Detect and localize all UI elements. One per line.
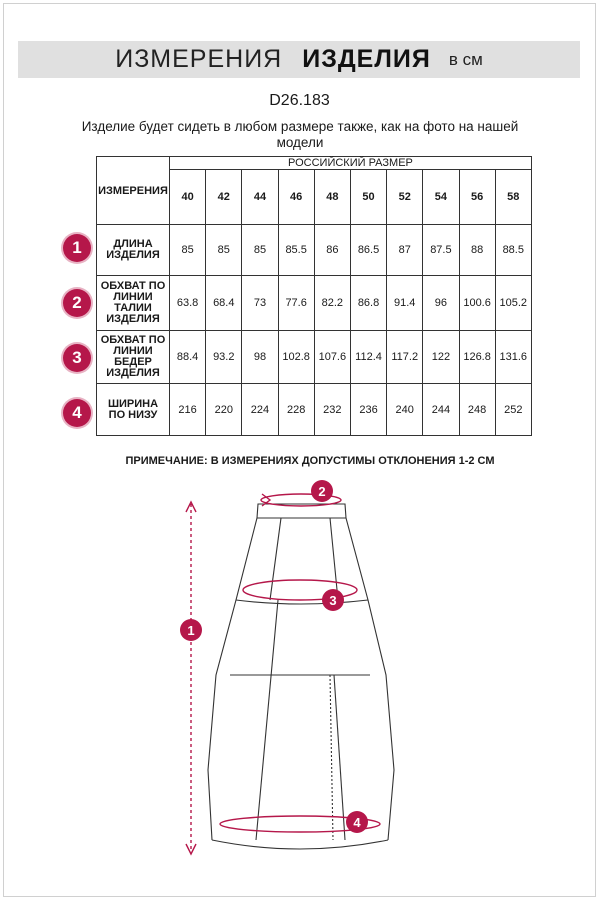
value-cell: 85 — [170, 225, 206, 276]
value-cell: 244 — [423, 384, 459, 436]
skirt-hem — [212, 840, 388, 849]
row-badge-4: 4 — [63, 399, 91, 427]
row-label: ШИРИНА ПО НИЗУ — [97, 384, 170, 436]
marker-hip: 3 — [322, 589, 344, 611]
value-cell: 100.6 — [459, 276, 495, 331]
value-cell: 98 — [242, 331, 278, 384]
value-cell: 91.4 — [387, 276, 423, 331]
value-cell: 236 — [350, 384, 386, 436]
value-cell: 63.8 — [170, 276, 206, 331]
value-cell: 88.4 — [170, 331, 206, 384]
skirt-diagram — [0, 480, 599, 900]
header-title-normal: ИЗМЕРЕНИЯ — [115, 45, 283, 73]
header-title-bold: ИЗДЕЛИЯ — [302, 45, 431, 73]
value-cell: 86.8 — [350, 276, 386, 331]
table-row — [97, 384, 532, 436]
value-cell: 87 — [387, 225, 423, 276]
value-cell: 68.4 — [206, 276, 242, 331]
measurements-header: ИЗМЕРЕНИЯ — [97, 157, 170, 225]
row-badge-3: 3 — [63, 344, 91, 372]
value-cell: 228 — [278, 384, 314, 436]
value-cell: 122 — [423, 331, 459, 384]
value-cell: 93.2 — [206, 331, 242, 384]
size-header-56: 56 — [459, 170, 495, 225]
value-cell: 224 — [242, 384, 278, 436]
size-header-58: 58 — [495, 170, 531, 225]
marker-waist: 2 — [311, 480, 333, 502]
value-cell: 77.6 — [278, 276, 314, 331]
size-header-50: 50 — [350, 170, 386, 225]
value-cell: 112.4 — [350, 331, 386, 384]
value-cell: 117.2 — [387, 331, 423, 384]
value-cell: 220 — [206, 384, 242, 436]
size-table — [96, 156, 532, 436]
size-header-44: 44 — [242, 170, 278, 225]
table-row — [97, 331, 532, 384]
value-cell: 88.5 — [495, 225, 531, 276]
row-badge-2: 2 — [63, 289, 91, 317]
header-unit: в см — [448, 49, 483, 69]
size-header-48: 48 — [314, 170, 350, 225]
value-cell: 73 — [242, 276, 278, 331]
row-badge-1: 1 — [63, 234, 91, 262]
value-cell: 248 — [459, 384, 495, 436]
size-header-40: 40 — [170, 170, 206, 225]
value-cell: 126.8 — [459, 331, 495, 384]
value-cell: 252 — [495, 384, 531, 436]
value-cell: 102.8 — [278, 331, 314, 384]
russian-size-header: РОССИЙСКИЙ РАЗМЕР — [170, 157, 532, 170]
value-cell: 82.2 — [314, 276, 350, 331]
value-cell: 86.5 — [350, 225, 386, 276]
row-label: ОБХВАТ ПО ЛИНИИ ТАЛИИ ИЗДЕЛИЯ — [97, 276, 170, 331]
fit-note: Изделие будет сидеть в любом размере также, как на фото на нашей модели — [81, 119, 519, 150]
header-band — [18, 41, 580, 78]
table-header-row — [97, 157, 532, 170]
value-cell: 232 — [314, 384, 350, 436]
marker-hem: 4 — [346, 811, 368, 833]
value-cell: 86 — [314, 225, 350, 276]
value-cell: 240 — [387, 384, 423, 436]
value-cell: 87.5 — [423, 225, 459, 276]
value-cell: 96 — [423, 276, 459, 331]
skirt-left-side — [208, 518, 257, 840]
remark: ПРИМЕЧАНИЕ: В ИЗМЕРЕНИЯХ ДОПУСТИМЫ ОТКЛОНЕНИЯ 1-2 СМ — [125, 455, 495, 467]
value-cell: 85 — [206, 225, 242, 276]
row-label: ДЛИНА ИЗДЕЛИЯ — [97, 225, 170, 276]
size-header-52: 52 — [387, 170, 423, 225]
value-cell: 105.2 — [495, 276, 531, 331]
row-label: ОБХВАТ ПО ЛИНИИ БЕДЕР ИЗДЕЛИЯ — [97, 331, 170, 384]
article-code: D26.183 — [269, 92, 330, 109]
skirt-right-side — [346, 518, 394, 840]
value-cell: 216 — [170, 384, 206, 436]
marker-length: 1 — [180, 619, 202, 641]
value-cell: 107.6 — [314, 331, 350, 384]
size-header-42: 42 — [206, 170, 242, 225]
value-cell: 85 — [242, 225, 278, 276]
table-row — [97, 276, 532, 331]
value-cell: 131.6 — [495, 331, 531, 384]
value-cell: 85.5 — [278, 225, 314, 276]
size-header-46: 46 — [278, 170, 314, 225]
size-header-54: 54 — [423, 170, 459, 225]
value-cell: 88 — [459, 225, 495, 276]
table-row — [97, 225, 532, 276]
